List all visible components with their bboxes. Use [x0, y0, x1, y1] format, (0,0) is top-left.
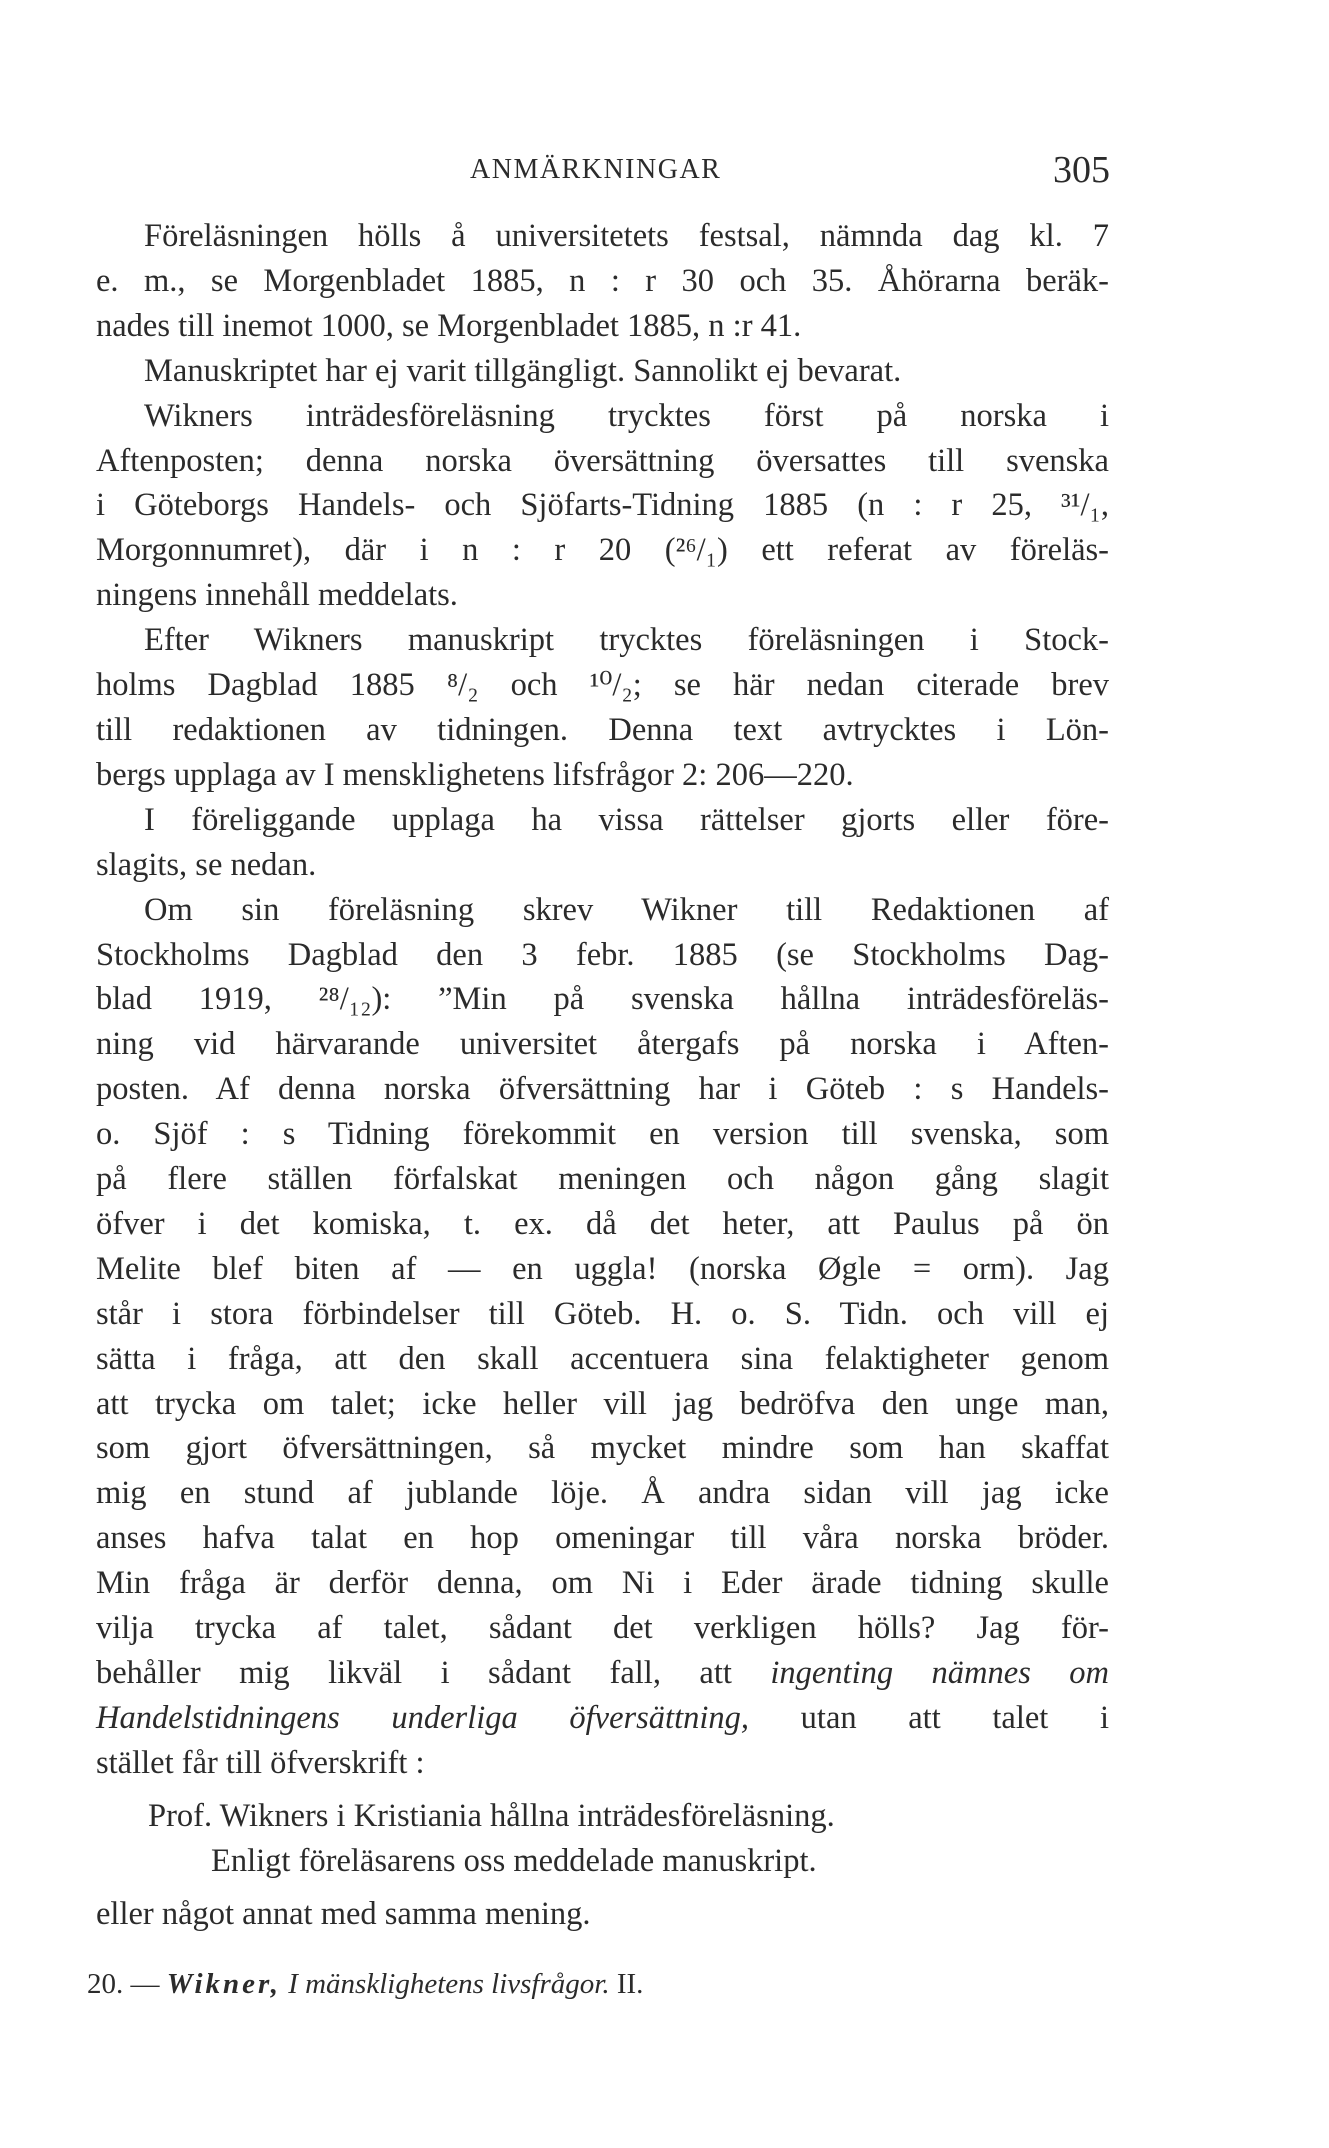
text-line: anses hafva talat en hop omeningar till våra norska bröder. — [96, 1520, 1109, 1557]
text-line: vilja trycka af talet, sådant det verkligen hölls? Jag för- — [96, 1610, 1109, 1647]
text-line: Om sin föreläsning skrev Wikner till Redaktionen af — [144, 891, 1109, 928]
text-line: slagits, se nedan. — [96, 846, 317, 883]
closing-line: eller något annat med samma mening. — [96, 1895, 591, 1932]
text-line: Melite blef biten af — en uggla! (norska Øgle = orm). Jag — [96, 1250, 1109, 1287]
text-line: Manuskriptet har ej varit tillgängligt. Sannolikt ej bevarat. — [144, 352, 902, 389]
text-line: mig en stund af jublande löje. Å andra sidan vill jag icke — [96, 1475, 1109, 1512]
italic-phrase: Handelstidningens underliga öfversättning, — [96, 1699, 750, 1736]
signature-footer — [87, 1968, 887, 2001]
text-line: Min fråga är derför denna, om Ni i Eder ärade tidning skulle — [96, 1565, 1109, 1602]
text-line: öfver i det komiska, t. ex. då det heter, att Paulus på ön — [96, 1205, 1109, 1242]
text-line-mixed — [96, 1651, 1109, 1696]
text-line: i Göteborgs Handels- och Sjöfarts-Tidning 1885 (n : r 25, ³¹/₁, — [96, 487, 1109, 524]
text-line: blad 1919, ²⁸/₁₂): ”Min på svenska hållna inträdesföreläs- — [96, 981, 1109, 1018]
signature-author: Wikner, — [166, 1968, 281, 2000]
paragraph — [96, 349, 1109, 394]
text-line: ning vid härvarande universitet återgafs på norska i Aften- — [96, 1026, 1109, 1063]
text-line: Aftenposten; denna norska översättning översattes till svenska — [96, 442, 1109, 479]
paragraph — [96, 394, 1109, 619]
text-line-mixed — [96, 1696, 1109, 1741]
text-line: Efter Wikners manuskript trycktes föreläsningen i Stock- — [144, 622, 1109, 659]
quoted-title-line-2: Enligt föreläsarens oss meddelade manuskript. — [211, 1842, 817, 1879]
text-line: att trycka om talet; icke heller vill jag bedröfva den unge man, — [96, 1385, 1109, 1422]
text-line: e. m., se Morgenbladet 1885, n : r 30 och 35. Åhörarna beräk- — [96, 262, 1109, 299]
text-line: på flere ställen förfalskat meningen och någon gång slagit — [96, 1161, 1109, 1198]
signature-dash: — — [130, 1968, 160, 2000]
text-line: Wikners inträdesföreläsning trycktes först på norska i — [144, 397, 1109, 434]
text-segment: behåller mig likväl i sådant fall, att — [96, 1655, 732, 1691]
page-number: 305 — [1053, 149, 1110, 191]
text-line: Stockholms Dagblad den 3 febr. 1885 (se Stockholms Dag- — [96, 936, 1109, 973]
text-line: till redaktionen av tidningen. Denna text avtrycktes i Lön- — [96, 711, 1109, 748]
signature-number: 20. — [87, 1968, 124, 2000]
quoted-title-line-1: Prof. Wikners i Kristiania hållna inträdesföreläsning. — [148, 1797, 835, 1834]
text-line: stället får till öfverskrift : — [96, 1744, 425, 1781]
text-line: ningens innehåll meddelats. — [96, 577, 458, 614]
text-line: o. Sjöf : s Tidning förekommit en version till svenska, som — [96, 1116, 1109, 1153]
paragraph — [96, 618, 1109, 798]
text-line: står i stora förbindelser till Göteb. H. o. S. Tidn. och vill ej — [96, 1295, 1109, 1332]
text-line: Morgonnumret), där i n : r 20 (²⁶/₁) ett referat av föreläs- — [96, 532, 1109, 569]
text-line: Föreläsningen hölls å universitetets festsal, nämnda dag kl. 7 — [144, 218, 1109, 254]
paragraph — [96, 214, 1109, 349]
text-line: som gjort öfversättningen, så mycket mindre som han skaffat — [96, 1430, 1109, 1467]
text-line: holms Dagblad 1885 ⁸/₂ och ¹⁰/₂; se här nedan citerade brev — [96, 667, 1109, 704]
paragraph — [96, 888, 1109, 1786]
signature-volume: II. — [616, 1968, 644, 2000]
paragraph — [96, 798, 1109, 888]
text-line: I föreliggande upplaga ha vissa rättelser gjorts eller före- — [144, 801, 1109, 838]
running-title: ANMÄRKNINGAR — [470, 154, 722, 185]
italic-phrase: ingenting nämnes om — [770, 1655, 1110, 1691]
body-text — [96, 214, 1109, 1936]
text-line: bergs upplaga av I mensklighetens lifsfrågor 2: 206—220. — [96, 756, 854, 793]
text-line: nades till inemot 1000, se Morgenbladet 1885, n :r 41. — [96, 307, 802, 344]
text-line: posten. Af denna norska öfversättning har i Göteb : s Handels- — [96, 1071, 1109, 1108]
signature-series: I mänsklighetens livsfrågor. — [288, 1968, 610, 2000]
page-header — [470, 148, 1110, 198]
text-line: sätta i fråga, att den skall accentuera sina felaktigheter genom — [96, 1340, 1109, 1377]
text-segment: utan att talet i — [800, 1699, 1109, 1736]
